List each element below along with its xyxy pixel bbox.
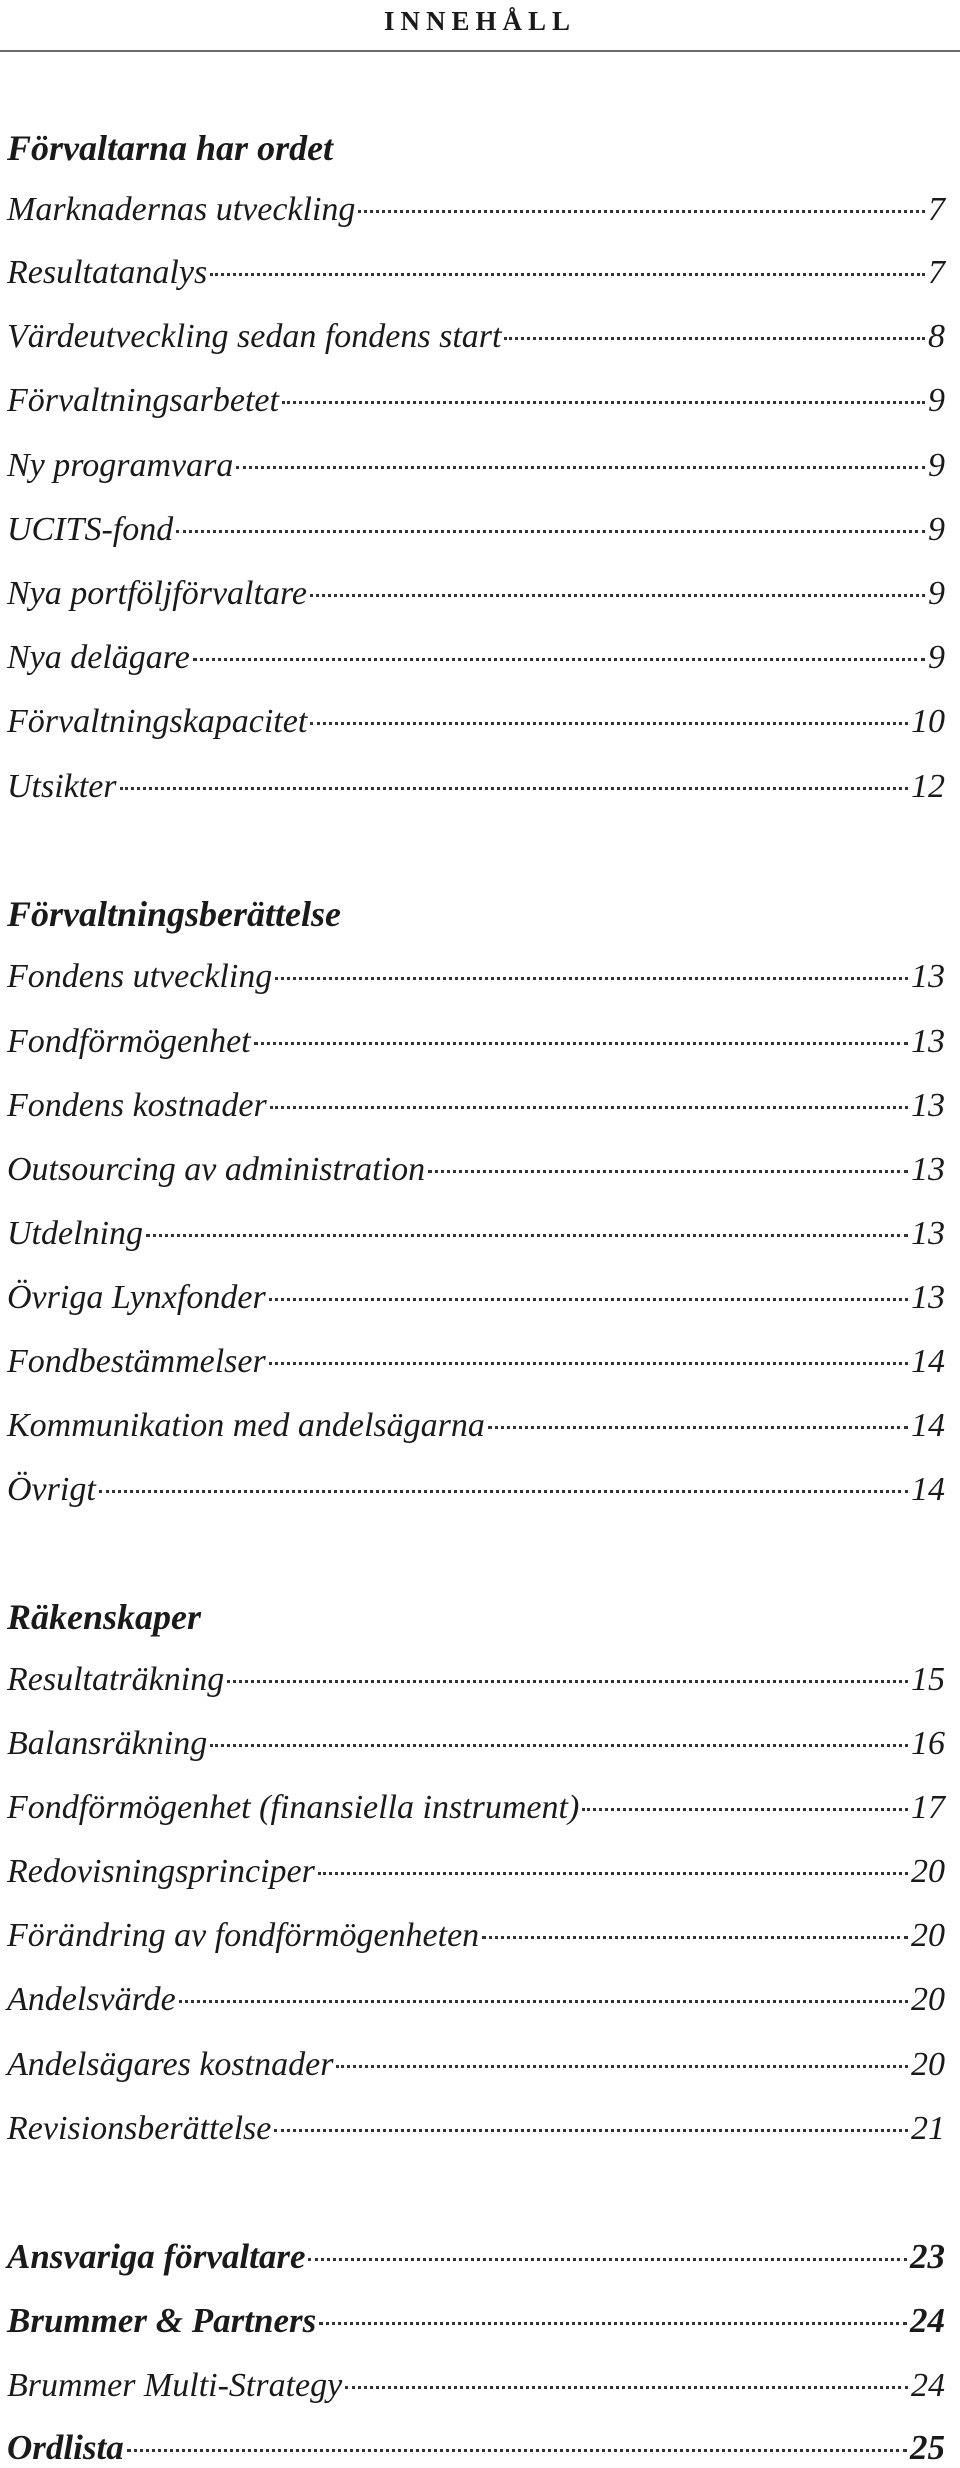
toc-entry-label: Förvaltningsarbetet	[7, 382, 279, 419]
toc-page-number: 7	[928, 191, 945, 228]
toc-entry[interactable]	[7, 1470, 945, 1510]
toc-page-number: 8	[928, 318, 945, 355]
toc-page-number: 14	[911, 1407, 945, 1444]
dot-leader	[274, 2129, 908, 2132]
toc-page-number: 20	[911, 1981, 945, 2018]
dot-leader	[582, 1808, 908, 1811]
dot-leader	[193, 658, 925, 661]
toc-entry[interactable]	[7, 1022, 945, 1062]
toc-entry-label: Andelsägares kostnader	[7, 2046, 334, 2083]
toc-entry-label: Andelsvärde	[7, 1981, 176, 2018]
toc-entry[interactable]	[7, 767, 945, 807]
toc-entry-label: Ansvariga förvaltare	[7, 2237, 306, 2276]
dot-leader	[127, 2449, 907, 2452]
section-heading: Räkenskaper	[7, 1597, 202, 1637]
dot-leader	[236, 466, 925, 469]
toc-page-number: 25	[910, 2428, 945, 2467]
toc-entry[interactable]	[7, 638, 945, 678]
toc-entry-label: Redovisningsprinciper	[7, 1853, 315, 1890]
toc-entry-label: Värdeutveckling sedan fondens start	[7, 318, 502, 355]
dot-leader	[99, 1490, 908, 1493]
dot-leader	[318, 1872, 908, 1875]
toc-entry-label: Fondförmögenhet (finansiella instrument)	[7, 1789, 580, 1826]
toc-entry[interactable]	[7, 1342, 945, 1382]
toc-entry-label: Förvaltningskapacitet	[7, 703, 308, 740]
toc-page-number: 13	[911, 1151, 945, 1188]
toc-page-number: 13	[911, 1023, 945, 1060]
toc-page-number: 13	[911, 1215, 945, 1252]
toc-entry-label: Revisionsberättelse	[7, 2110, 272, 2147]
dot-leader	[345, 2386, 908, 2389]
dot-leader	[120, 787, 908, 790]
dot-leader	[504, 337, 925, 340]
toc-page-number: 15	[911, 1661, 945, 1698]
toc-entry[interactable]	[7, 1086, 945, 1126]
toc-entry[interactable]	[7, 2428, 945, 2468]
toc-entry[interactable]	[7, 2237, 945, 2277]
toc-entry[interactable]	[7, 510, 945, 550]
dot-leader	[282, 401, 925, 404]
toc-entry[interactable]	[7, 1980, 945, 2020]
toc-page-number: 9	[928, 639, 945, 676]
dot-leader	[336, 2065, 908, 2068]
dot-leader	[310, 722, 908, 725]
toc-entry-label: Outsourcing av administration	[7, 1151, 426, 1188]
toc-entry[interactable]	[7, 702, 945, 742]
toc-entry[interactable]	[7, 574, 945, 614]
toc-entry[interactable]	[7, 2045, 945, 2085]
toc-entry[interactable]	[7, 1724, 945, 1764]
toc-entry[interactable]	[7, 1660, 945, 1700]
dot-leader	[482, 1936, 908, 1939]
toc-entry-label: Resultatanalys	[7, 254, 208, 291]
dot-leader	[269, 1362, 908, 1365]
toc-page-number: 16	[911, 1725, 945, 1762]
toc-entry-label: Balansräkning	[7, 1725, 208, 1762]
toc-entry-label: Övriga Lynxfonder	[7, 1279, 266, 1316]
toc-entry-label: Utsikter	[7, 768, 117, 805]
toc-entry[interactable]	[7, 1852, 945, 1892]
toc-entry-label: Fondbestämmelser	[7, 1343, 266, 1380]
toc-entry[interactable]	[7, 1214, 945, 1254]
dot-leader	[308, 2258, 907, 2261]
toc-page-number: 20	[911, 2046, 945, 2083]
toc-page-number: 7	[928, 254, 945, 291]
toc-entry-label: UCITS-fond	[7, 511, 174, 548]
toc-entry-label: Marknadernas utveckling	[7, 191, 356, 228]
toc-entry[interactable]	[7, 2109, 945, 2149]
page-title: INNEHÅLL	[383, 6, 577, 36]
dot-leader	[269, 1298, 908, 1301]
dot-leader	[428, 1170, 908, 1173]
dot-leader	[254, 1042, 908, 1045]
toc-entry[interactable]	[7, 1406, 945, 1446]
toc-entry-label: Fondens kostnader	[7, 1087, 267, 1124]
toc-entry[interactable]	[7, 446, 945, 486]
toc-entry[interactable]	[7, 2301, 945, 2341]
toc-page-number: 20	[911, 1853, 945, 1890]
toc-page-number: 13	[911, 958, 945, 995]
dot-leader	[210, 1744, 908, 1747]
toc-page-number: 13	[911, 1279, 945, 1316]
dot-leader	[210, 273, 925, 276]
section-heading: Förvaltarna har ordet	[7, 128, 334, 168]
toc-entry[interactable]	[7, 1278, 945, 1318]
toc-page-number: 9	[928, 511, 945, 548]
toc-page-number: 24	[910, 2301, 945, 2340]
toc-entry-label: Nya delägare	[7, 639, 190, 676]
toc-entry-label: Kommunikation med andelsägarna	[7, 1407, 485, 1444]
toc-page-number: 10	[911, 703, 945, 740]
toc-page-number: 9	[928, 575, 945, 612]
toc-entry[interactable]	[7, 381, 945, 421]
toc-page-number: 14	[911, 1471, 945, 1508]
toc-entry-label: Utdelning	[7, 1215, 143, 1252]
toc-entry-label: Nya portföljförvaltare	[7, 575, 308, 612]
toc-entry-label: Resultaträkning	[7, 1661, 225, 1698]
toc-entry-label: Fondens utveckling	[7, 958, 273, 995]
toc-page-number: 14	[911, 1343, 945, 1380]
toc-entry-label: Förändring av fondförmögenheten	[7, 1917, 480, 1954]
toc-entry[interactable]	[7, 317, 945, 357]
toc-entry[interactable]	[7, 957, 945, 997]
toc-page-number: 21	[911, 2110, 945, 2147]
dot-leader	[358, 210, 925, 213]
dot-leader	[146, 1234, 908, 1237]
dot-leader	[319, 2322, 907, 2325]
toc-page-number: 23	[910, 2237, 945, 2276]
toc-entry[interactable]	[7, 253, 945, 293]
toc-page-number: 9	[928, 382, 945, 419]
toc-entry-label: Brummer Multi-Strategy	[7, 2367, 343, 2404]
dot-leader	[227, 1680, 908, 1683]
toc-entry[interactable]	[7, 1788, 945, 1828]
toc-entry[interactable]	[7, 2366, 945, 2406]
toc-entry-label: Övrigt	[7, 1471, 96, 1508]
toc-entry[interactable]	[7, 1150, 945, 1190]
toc-page-number: 13	[911, 1087, 945, 1124]
toc-page-number: 17	[911, 1789, 945, 1826]
toc-entry-label: Ny programvara	[7, 447, 234, 484]
toc-page-number: 20	[911, 1917, 945, 1954]
toc-page-number: 12	[911, 768, 945, 805]
toc-entry-label: Ordlista	[7, 2428, 124, 2467]
toc-entry[interactable]	[7, 1916, 945, 1956]
toc-page-number: 9	[928, 447, 945, 484]
dot-leader	[179, 2000, 908, 2003]
dot-leader	[270, 1106, 908, 1109]
dot-leader	[310, 594, 925, 597]
toc-entry-label: Fondförmögenhet	[7, 1023, 251, 1060]
toc-entry[interactable]	[7, 190, 945, 230]
dot-leader	[275, 977, 908, 980]
toc-entry-label: Brummer & Partners	[7, 2301, 317, 2340]
toc-page-number: 24	[911, 2367, 945, 2404]
section-heading: Förvaltningsberättelse	[7, 894, 342, 934]
dot-leader	[176, 530, 925, 533]
dot-leader	[488, 1426, 908, 1429]
